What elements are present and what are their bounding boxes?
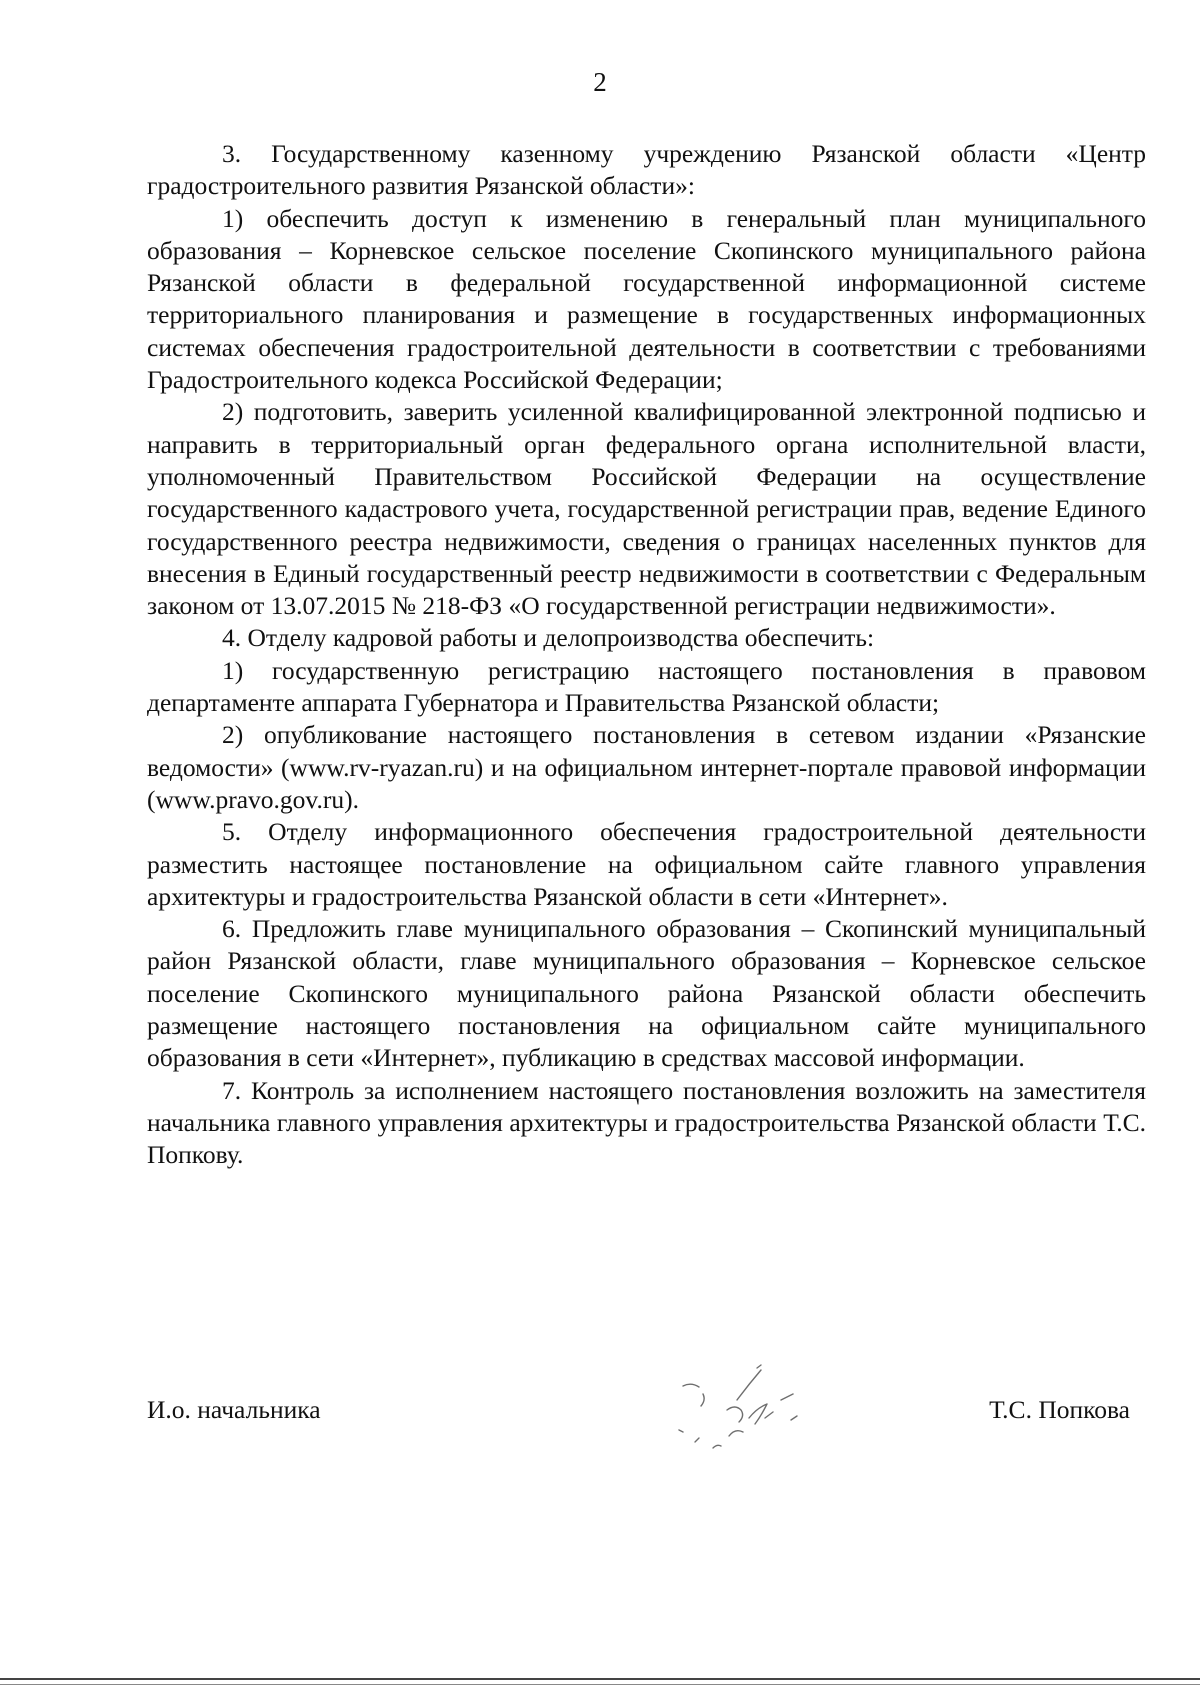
paragraph-subitem-3-1: 1) обеспечить доступ к изменению в генеральный план муниципального образования – Корневское сельское поселение Скопинского муниципального района Рязанской области в федеральной государственной информационной системе территориального планирования и размещение в государственных информационных системах обеспечения градостроительной деятельности в соответствии с требованиями Градостроительного кодекса Российской Федерации; xyxy=(147,203,1146,395)
handwritten-signature xyxy=(665,1360,845,1470)
footer-divider xyxy=(0,1678,1200,1680)
paragraph-item-6: 6. Предложить главе муниципального образования – Скопинский муниципальный район Рязанской области, главе муниципального образования – Корневское сельское поселение Скопинского муниципального района Рязанской области обеспечить размещение настоящего постановления на официальном сайте муниципального образования в сети «Интернет», публикацию в средствах массовой информации. xyxy=(147,914,1146,1073)
paragraph-item-3: 3. Государственному казенному учреждению Рязанской области «Центр градостроительного развития Рязанской области»: xyxy=(147,139,1146,201)
page-number: 2 xyxy=(593,67,607,97)
document-body xyxy=(147,138,1146,1172)
paragraph-subitem-4-1: 1) государственную регистрацию настоящего постановления в правовом департаменте аппарата Губернатора и Правительства Рязанской области; xyxy=(147,655,1146,718)
footer-divider-secondary xyxy=(0,1684,1200,1685)
paragraph-item-5: 5. Отделу информационного обеспечения градостроительной деятельности разместить настоящее постановление на официальном сайте главного управления архитектуры и градостроительства Рязанской области в сети «Интернет». xyxy=(147,817,1146,911)
paragraph-item-7: 7. Контроль за исполнением настоящего постановления возложить на заместителя начальника главного управления архитектуры и градостроительства Рязанской области Т.С. Попкову. xyxy=(147,1075,1146,1170)
signature-block xyxy=(147,1394,1130,1434)
paragraph-subitem-3-2: 2) подготовить, заверить усиленной квалифицированной электронной подписью и направить в территориальный орган федерального органа исполнительной власти, уполномоченный Правительством Российской Федерации на осуществление государственного кадастрового учета, государственной регистрации прав, ведение Единого государственного реестра недвижимости, сведения о границах населенных пунктов для внесения в Единый государственный реестр недвижимости в соответствии с Федеральным законом от 13.07.2015 № 218-ФЗ «О государственной регистрации недвижимости». xyxy=(147,397,1146,621)
signatory-name: Т.С. Попкова xyxy=(989,1395,1130,1424)
signatory-position: И.о. начальника xyxy=(147,1395,321,1424)
paragraph-item-4: 4. Отделу кадровой работы и делопроизводства обеспечить: xyxy=(222,623,875,653)
paragraph-subitem-4-2: 2) опубликование настоящего постановления в сетевом издании «Рязанские ведомости» (www.rv-ryazan.ru) и на официальном интернет-портале правовой информации (www.pravo.gov.ru). xyxy=(147,720,1146,814)
